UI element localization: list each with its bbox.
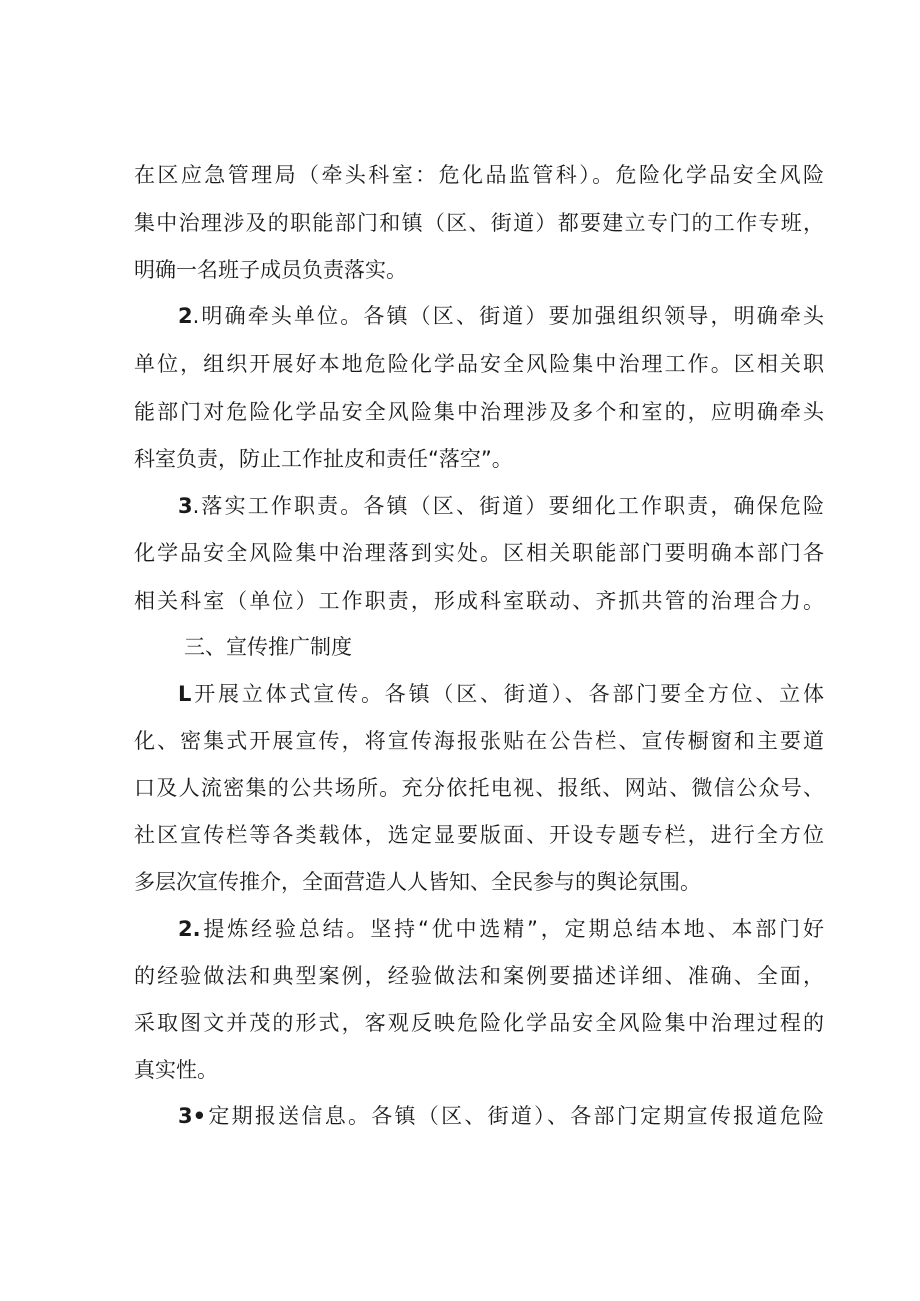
paragraph-2-line-1 (178, 296, 824, 336)
item-number: 3 (178, 494, 193, 518)
paragraph-2-line-2: 单位，组织开展好本地危险化学品安全风险集中治理工作。区相关职 (134, 352, 824, 376)
item-number: L (178, 682, 192, 706)
paragraph-6-line-1 (178, 1096, 824, 1136)
paragraph-6-line-1-text: 定期报送信息。各镇（区、街道）、各部门定期宣传报道危险 (206, 1104, 824, 1128)
paragraph-5-line-4: 真实性。 (134, 1058, 218, 1082)
paragraph-4-line-5: 多层次宣传推介，全面营造人人皆知、全民参与的舆论氛围。 (134, 870, 701, 894)
paragraph-2-line-3: 能部门对危险化学品安全风险集中治理涉及多个和室的，应明确牵头 (134, 400, 824, 424)
section-heading: 三、宣传推广制度 (184, 635, 352, 659)
paragraph-4-line-4: 社区宣传栏等各类载体，选定显要版面、开设专题专栏，进行全方位 (134, 823, 824, 847)
paragraph-5-line-1 (178, 909, 824, 949)
item-number: 2 (178, 304, 193, 328)
paragraph-3-line-1-text: .落实工作职责。各镇（区、街道）要细化工作职责，确保危险 (192, 494, 824, 518)
paragraph-2-line-1-text: .明确牵头单位。各镇（区、街道）要加强组织领导，明确牵头 (192, 304, 824, 328)
item-number: 3• (178, 1104, 207, 1128)
paragraph-4-line-3: 口及人流密集的公共场所。充分依托电视、报纸、网站、微信公众号、 (134, 776, 824, 800)
paragraph-4-line-1 (178, 674, 824, 714)
paragraph-1-line-1: 在区应急管理局（牵头科室：危化品监管科）。危险化学品安全风险 (134, 163, 824, 187)
paragraph-2-line-4: 科室负责，防止工作扯皮和责任“落空”。 (134, 447, 513, 471)
item-number: 2. (178, 917, 201, 941)
paragraph-4-line-2: 化、密集式开展宣传，将宣传海报张贴在公告栏、宣传橱窗和主要道 (134, 729, 824, 753)
paragraph-3-line-3: 相关科室（单位）工作职责，形成科室联动、齐抓共管的治理合力。 (134, 589, 824, 613)
paragraph-1-line-3: 明确一名班子成员负责落实。 (134, 258, 407, 282)
paragraph-5-line-3: 采取图文并茂的形式，客观反映危险化学品安全风险集中治理过程的 (134, 1011, 824, 1035)
paragraph-3-line-2: 化学品安全风险集中治理落到实处。区相关职能部门要明确本部门各 (134, 541, 824, 565)
paragraph-3-line-1 (178, 486, 824, 526)
paragraph-5-line-1-text: 提炼经验总结。坚持“优中选精”，定期总结本地、本部门好 (200, 917, 824, 941)
paragraph-1-line-2: 集中治理涉及的职能部门和镇（区、街道）都要建立专门的工作专班， (134, 211, 824, 235)
paragraph-5-line-2: 的经验做法和典型案例，经验做法和案例要描述详细、准确、全面， (134, 964, 824, 988)
paragraph-4-line-1-text: 开展立体式宣传。各镇（区、街道）、各部门要全方位、立体 (191, 682, 824, 706)
